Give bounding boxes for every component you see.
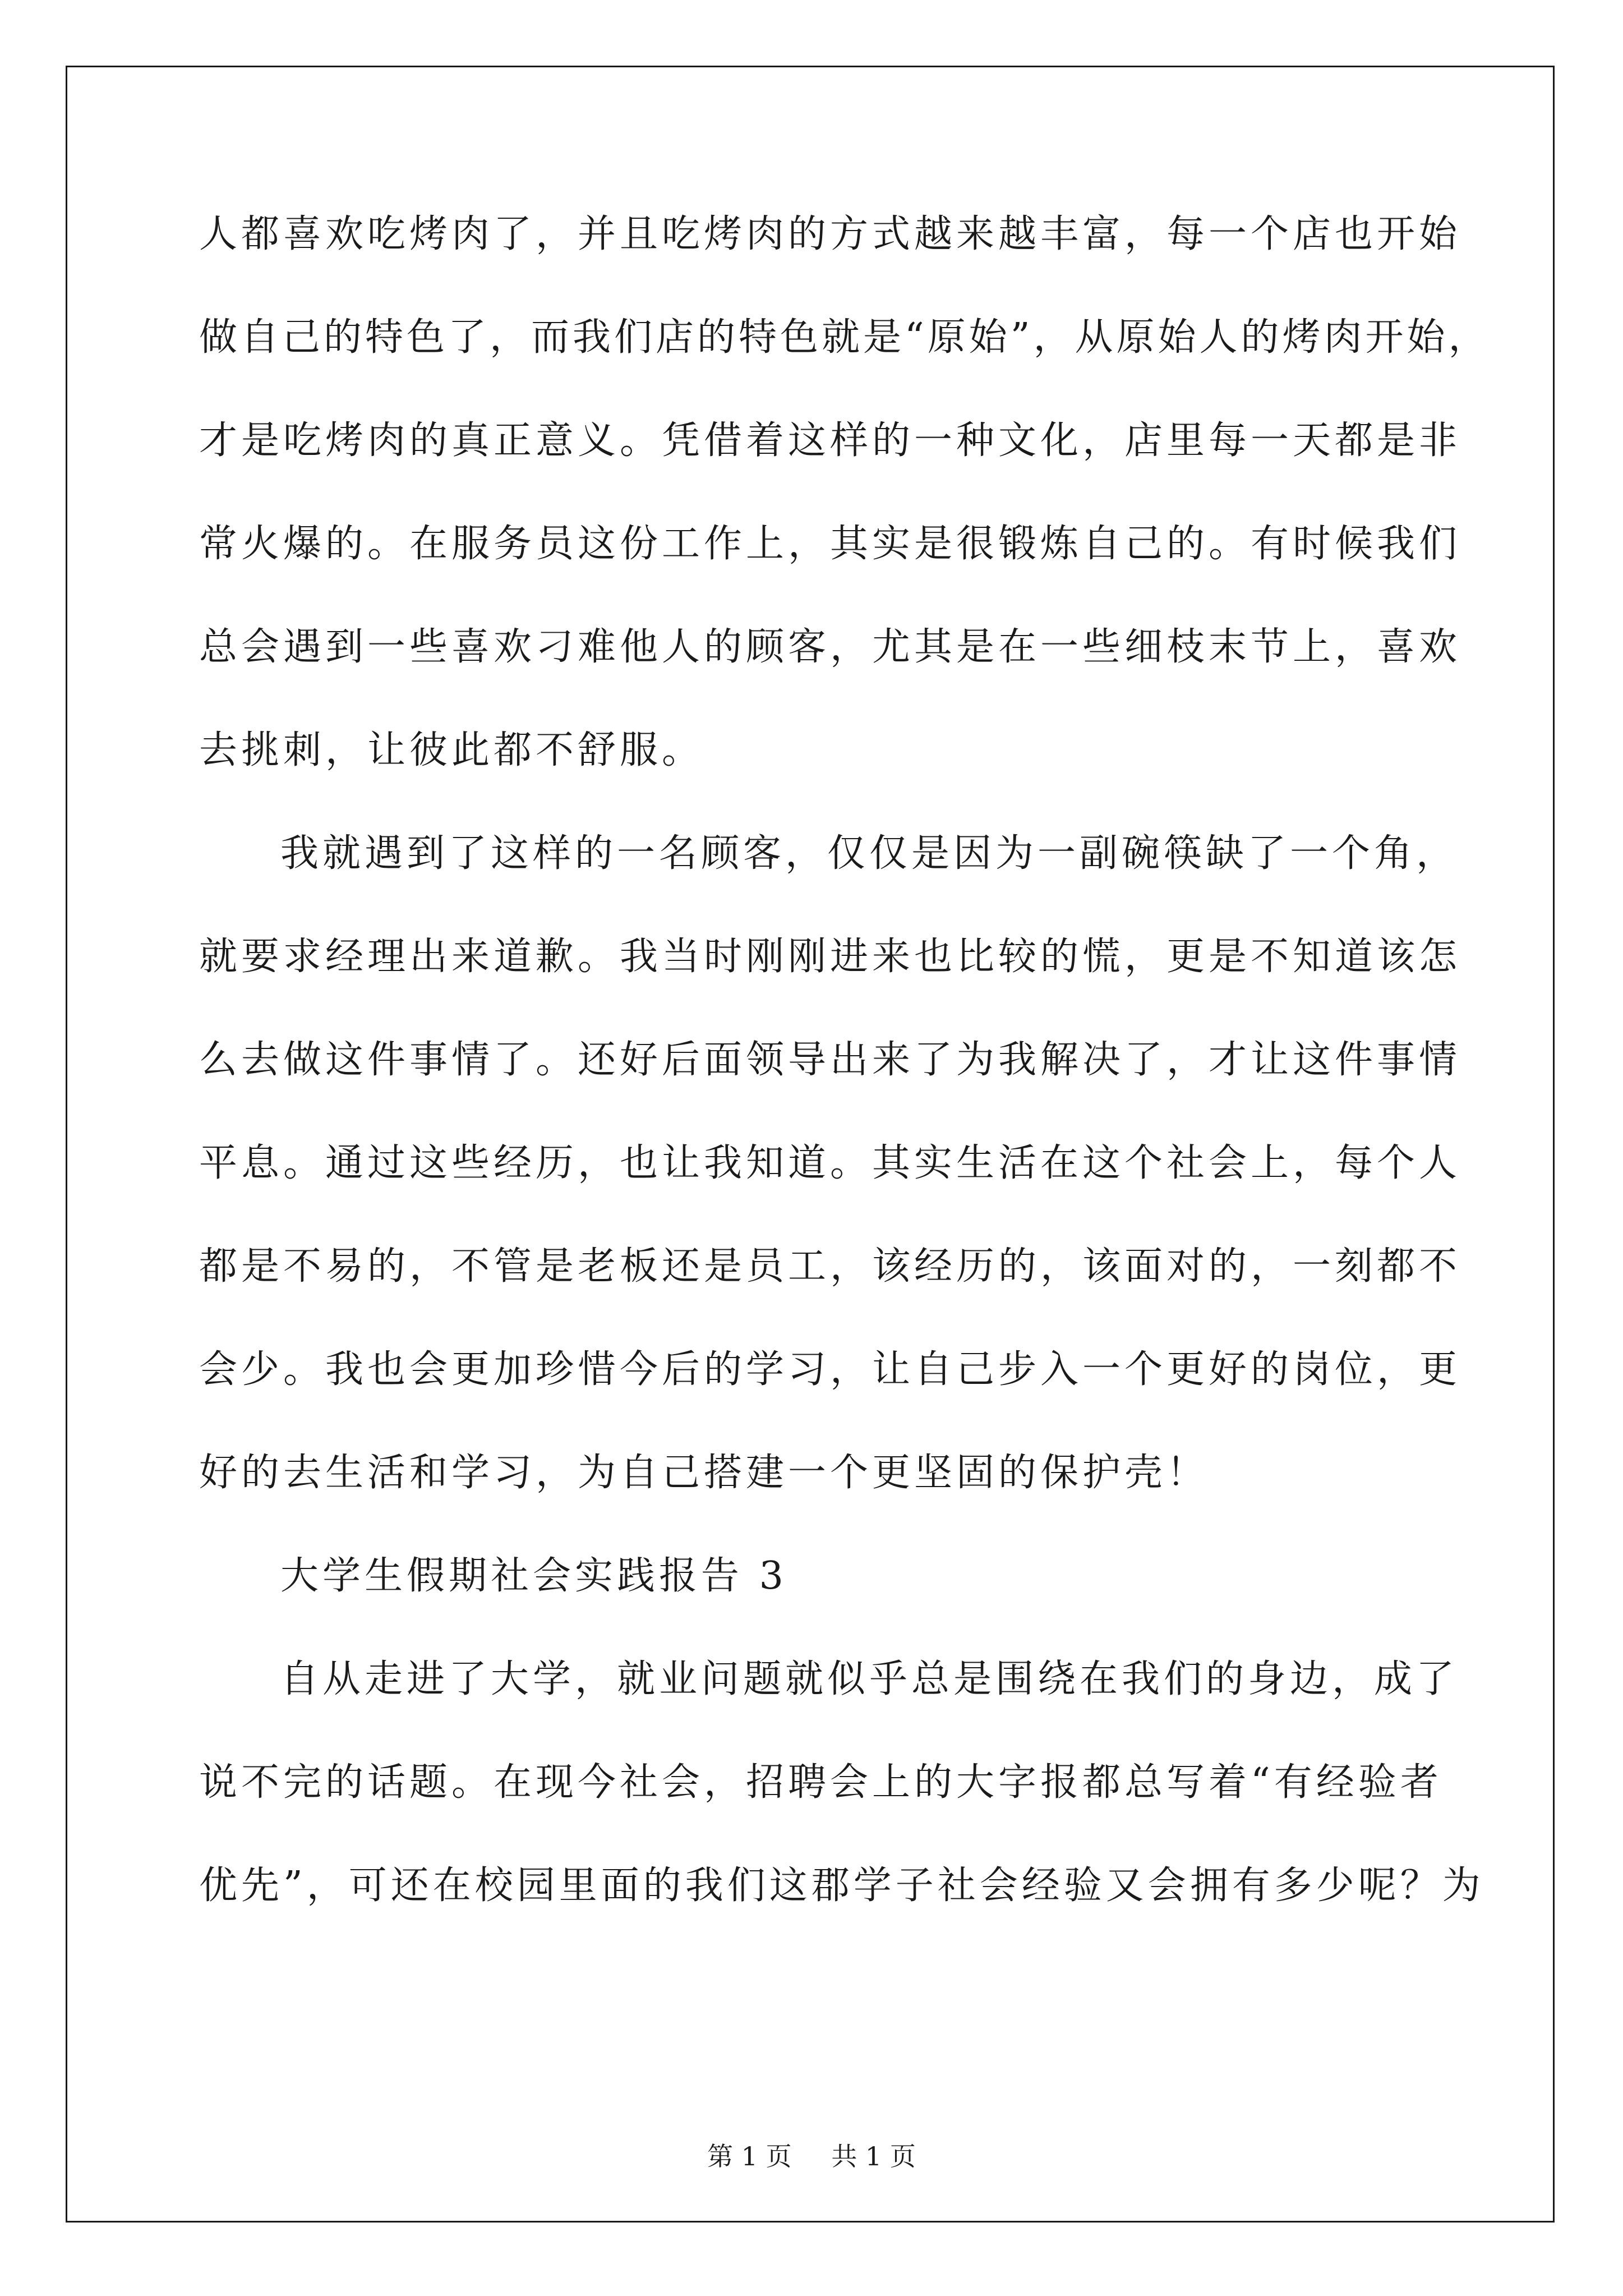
text-line: 人都喜欢吃烤肉了，并且吃烤肉的方式越来越丰富，每一个店也开始 [199, 212, 1461, 256]
text-line: 就要求经理出来道歉。我当时刚刚进来也比较的慌，更是不知道该怎 [199, 935, 1461, 979]
text-line: 说不完的话题。在现今社会，招聘会上的大字报都总写着“有经验者 [199, 1760, 1442, 1805]
text-line: 做自己的特色了，而我们店的特色就是“原始”，从原始人的烤肉开始， [199, 315, 1490, 360]
text-line: 会少。我也会更加珍惜今后的学习，让自己步入一个更好的岗位，更 [199, 1347, 1461, 1392]
page-total: 共 1 页 [831, 2141, 916, 2171]
document-body [199, 212, 1506, 1970]
text-line: 我就遇到了这样的一名顾客，仅仅是因为一副碗筷缺了一个角， [280, 831, 1459, 876]
text-line: 平息。通过这些经历，也让我知道。其实生活在这个社会上，每个人 [199, 1141, 1461, 1185]
page-footer [0, 2136, 1623, 2173]
text-line: 去挑刺，让彼此都不舒服。 [199, 728, 704, 772]
page-number: 第 1 页 [707, 2141, 792, 2171]
text-line: 总会遇到一些喜欢刁难他人的顾客，尤其是在一些细枝末节上，喜欢 [199, 625, 1461, 669]
text-line: 优先”，可还在校园里面的我们这郡学子社会经验又会拥有多少呢？为 [199, 1864, 1484, 1908]
text-line: 好的去生活和学习，为自己搭建一个更坚固的保护壳！ [199, 1451, 1209, 1495]
text-line: 自从走进了大学，就业问题就似乎总是围绕在我们的身边，成了 [280, 1657, 1459, 1701]
text-line: 常火爆的。在服务员这份工作上，其实是很锻炼自己的。有时候我们 [199, 522, 1461, 566]
section-heading: 大学生假期社会实践报告 3 [280, 1554, 787, 1598]
text-line: 才是吃烤肉的真正意义。凭借着这样的一种文化，店里每一天都是非 [199, 418, 1461, 463]
text-line: 么去做这件事情了。还好后面领导出来了为我解决了，才让这件事情 [199, 1038, 1461, 1082]
text-line: 都是不易的，不管是老板还是员工，该经历的，该面对的，一刻都不 [199, 1244, 1461, 1289]
